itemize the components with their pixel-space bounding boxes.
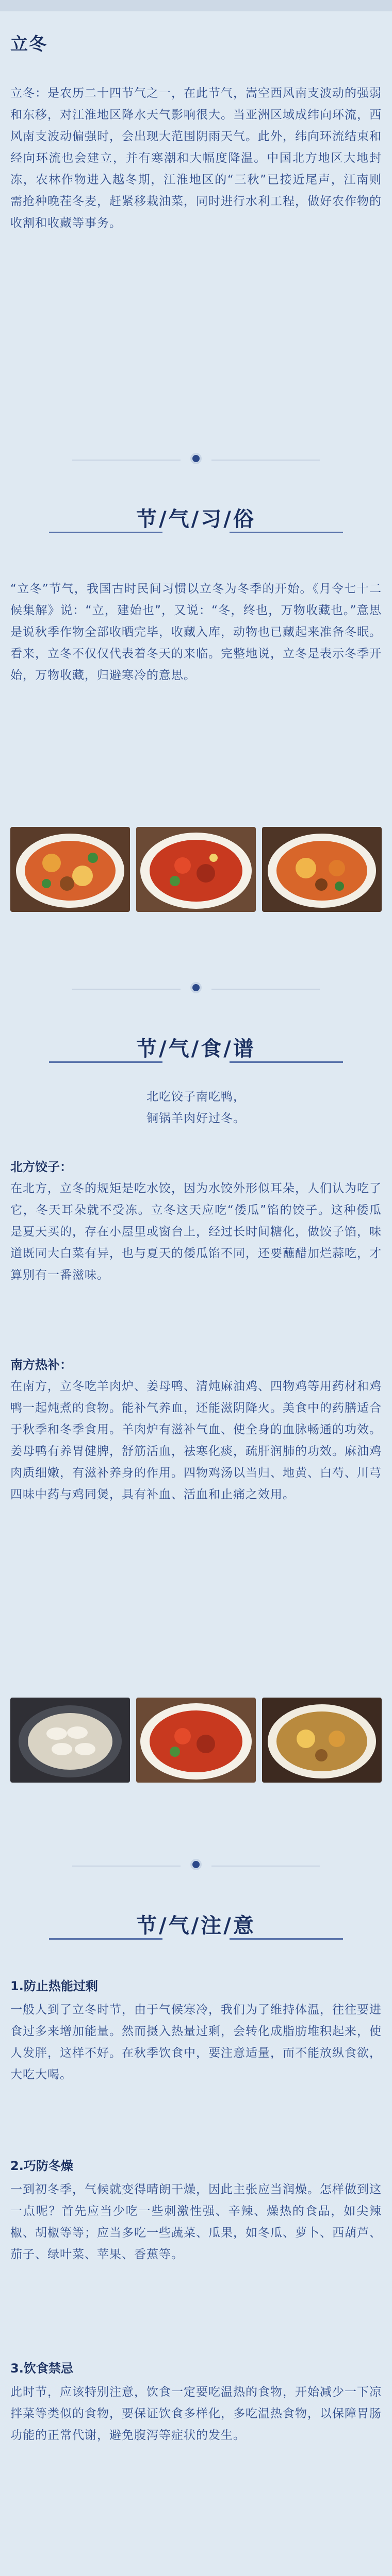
- note3-heading: 3.饮食禁忌: [10, 2361, 73, 2376]
- north-heading: 北方饺子：: [10, 1160, 72, 1174]
- note2-paragraph: 一到初冬季，气候就变得晴朗干燥，因此主张应当润燥。怎样做到这一点呢？首先应当少吃一些刺激性强、辛辣、燥热的食品，如尖辣椒、胡椒等等；应当多吃一些蔬菜、瓜果，如冬瓜、萝卜、西葫芦、茄子、绿叶菜、苹果、香蕉等。: [10, 2183, 382, 2261]
- south-heading: 南方热补：: [10, 1358, 72, 1372]
- dumplings-photo: [10, 1698, 130, 1783]
- dot-divider-icon: [192, 455, 200, 462]
- food-image-row-1: [10, 827, 382, 912]
- note2-heading: 2.巧防冬燥: [10, 2159, 73, 2173]
- dish-photo: [262, 827, 382, 912]
- recipes-intro-line1: 北吃饺子南吃鸭，: [146, 1090, 246, 1104]
- title-rule-right: [230, 1938, 343, 1940]
- top-band: [0, 0, 392, 11]
- intro-paragraph: 立冬：是农历二十四节气之一，在此节气，嵩空西风南支波动的强弱和东移，对江淮地区降水天气影响很大。当亚洲区域成纬向环流，西风南支波动偏强时，会出现大范围阴雨天气。此外，纬向环流结束和经向环流也会建立，并有寒潮和大幅度降温。中国北方地区大地封冻，农林作物进入越冬期，江淮地区的“三秋”已接近尾声，江南则需抢种晚茬冬麦，赶紧移栽油菜，同时进行水利工程，做好农作物的收割和收藏等事务。: [10, 87, 382, 230]
- dish-photo: [136, 1698, 256, 1783]
- south-paragraph: 在南方，立冬吃羊肉炉、姜母鸭、清炖麻油鸡、四物鸡等用药材和鸡鸭一起炖煮的食物。能补气养血，还能滋阴降火。美食中的药膳适合于秋季和冬季食用。羊肉炉有滋补气血、使全身的血脉畅通的功效。姜母鸭有养胃健脾，舒筋活血，祛寒化痰，疏肝润肺的功效。麻油鸡肉质细嫩，有滋补养身的作用。四物鸡汤以当归、地黄、白芍、川芎四味中药与鸡同煲，具有补血、活血和止痛之效用。: [10, 1380, 382, 1501]
- recipes-intro-line2: 铜锅羊肉好过冬。: [146, 1112, 246, 1125]
- section-divider: [0, 1861, 392, 1871]
- north-paragraph: 在北方，立冬的规矩是吃水饺，因为水饺外形似耳朵，人们认为吃了它，冬天耳朵就不受冻。立冬这天应吃“倭瓜”馅的饺子。这种倭瓜是夏天买的，存在小屋里或窗台上，经过长时间糖化，做饺子馅，味道既同大白菜有异，也与夏天的倭瓜馅不同，还要蘸醋加烂蒜吃，才算别有一番滋味。: [10, 1182, 382, 1282]
- customs-title: 节/气/习/俗: [136, 507, 256, 531]
- intro-title: 立冬: [10, 34, 47, 55]
- dish-photo: [136, 827, 256, 912]
- section-divider: [0, 984, 392, 994]
- customs-paragraph: “立冬”节气，我国古时民间习惯以立冬为冬季的开始。《月令七十二候集解》说：“立，建始也”，又说：“冬，终也，万物收藏也。”意思是说秋季作物全部收晒完毕，收藏入库，动物也已藏起来准备冬眠。看来，立冬不仅仅代表着冬天的来临。完整地说，立冬是表示冬季开始，万物收藏，归避寒冷的意思。: [10, 582, 382, 682]
- dish-photo: [262, 1698, 382, 1783]
- title-rule-right: [230, 532, 343, 533]
- recipes-title: 节/气/食/谱: [136, 1037, 256, 1061]
- notes-title: 节/气/注/意: [136, 1914, 256, 1938]
- section-divider: [0, 455, 392, 465]
- title-rule-right: [230, 1061, 343, 1063]
- note1-paragraph: 一般人到了立冬时节，由于气候寒冷，我们为了维持体温，往往要进食过多来增加能量。然而摄入热量过剩，会转化成脂肪堆积起来，使人发胖，这样不好。在秋季饮食中，要注意适量，而不能放纵食欲，大吃大喝。: [10, 2003, 382, 2081]
- dot-divider-icon: [192, 984, 200, 991]
- note3-paragraph: 此时节，应该特别注意，饮食一定要吃温热的食物，开始减少一下凉拌菜等类似的食物，要保证饮食多样化，多吃温热食物，以保障胃肠功能的正常代谢，避免腹泻等症状的发生。: [10, 2385, 382, 2442]
- food-image-row-2: [10, 1698, 382, 1783]
- dot-divider-icon: [192, 1861, 200, 1868]
- dish-photo: [10, 827, 130, 912]
- note1-heading: 1.防止热能过剩: [10, 1979, 98, 1993]
